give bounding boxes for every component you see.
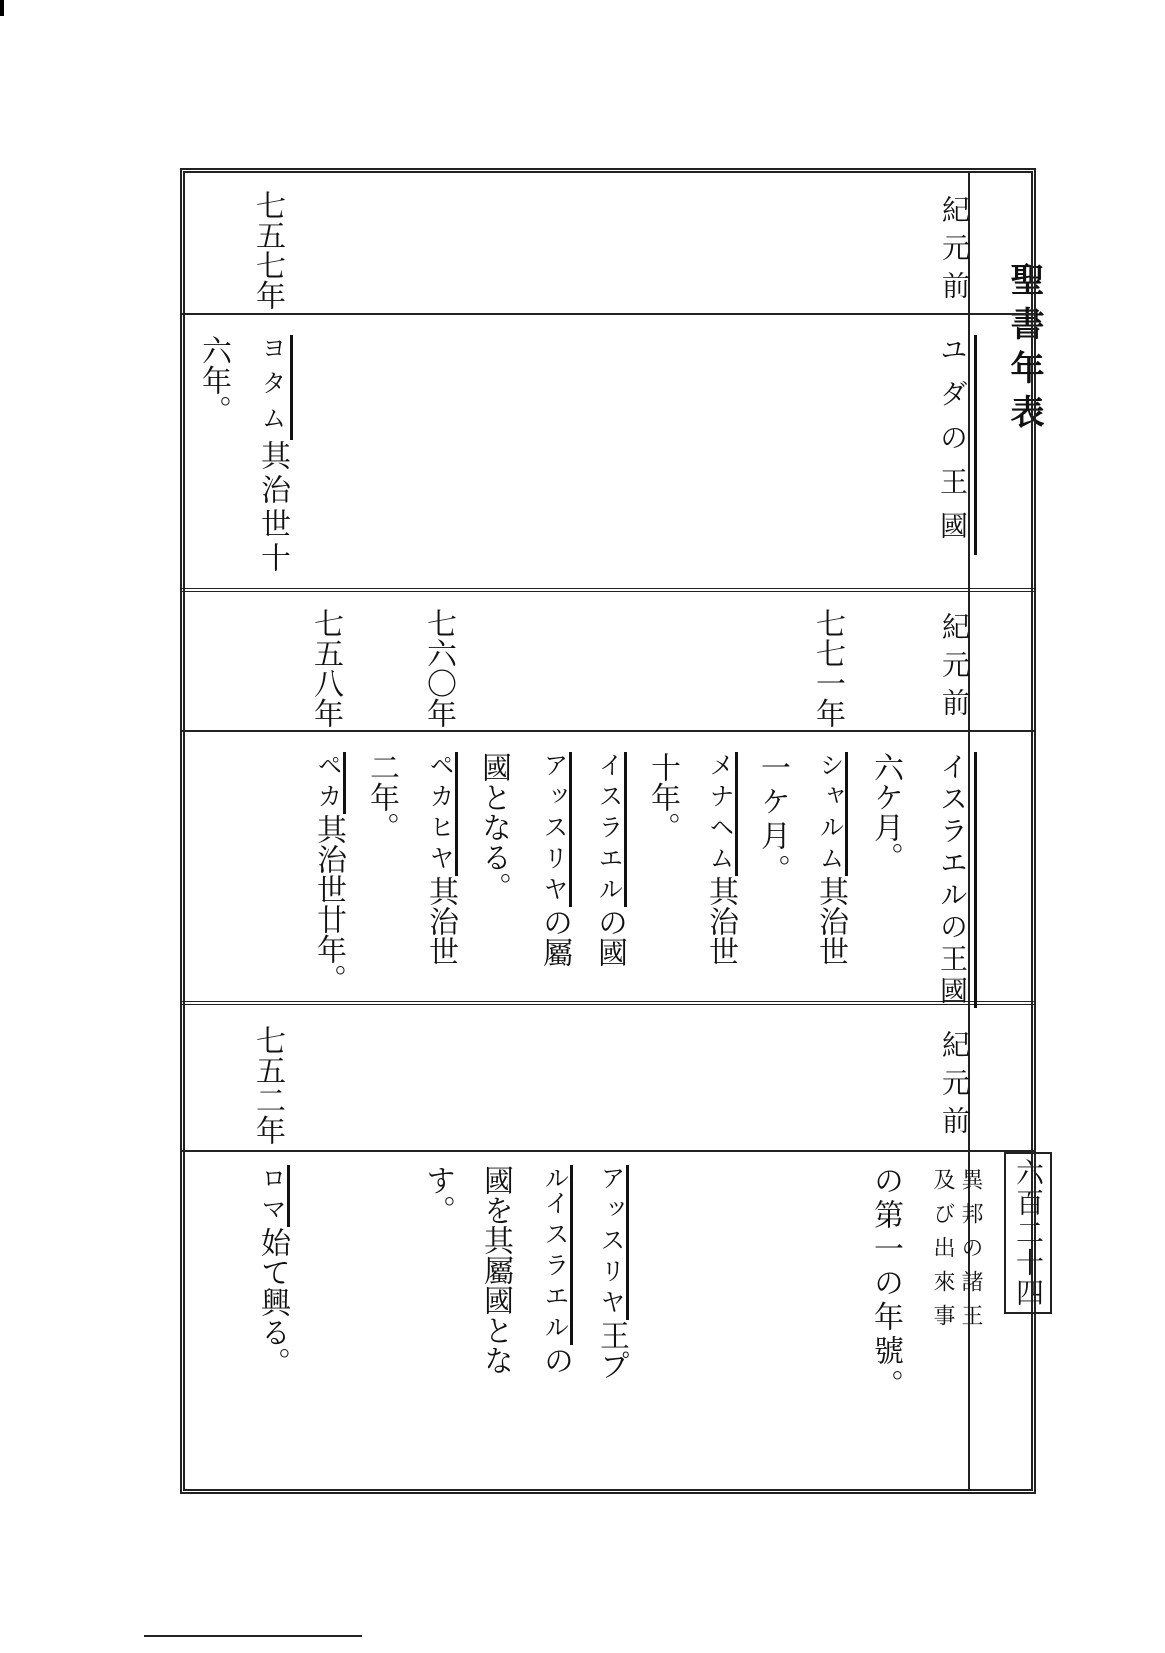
israel-col-4: メナヘム其治世	[703, 752, 738, 966]
foreign-col-2: アッスリヤ王プ	[594, 1165, 629, 1380]
israel-col-3: 一ケ月。	[755, 752, 790, 888]
israel-col-9: ペカヒヤ其治世	[423, 752, 458, 966]
israel-col-8: 國となる。	[476, 752, 511, 902]
judah-entry-col2: 六年。	[196, 335, 231, 425]
name-pekahiah: ペカヒヤ	[426, 752, 458, 876]
row-divider-4	[180, 1001, 1036, 1005]
name-menahem: メナヘム	[706, 752, 738, 876]
footer-rule	[144, 1635, 362, 1637]
row-divider-1	[180, 313, 1036, 315]
israel-col-10: 二年。	[364, 752, 399, 842]
foreign-col-1: の第一の年號。	[868, 1165, 903, 1403]
israel-col-11: ペカ其治世廿年。	[311, 752, 346, 994]
label-foreign-2: 及び出來事	[930, 1168, 955, 1338]
running-title: 聖書年表	[1004, 262, 1044, 438]
page-number: 六百二十四	[1004, 1152, 1052, 1314]
israel-col-6: イスラエルの國	[592, 752, 627, 967]
label-foreign-1: 異邦の諸王	[958, 1168, 983, 1338]
name-shallum: シャルム	[816, 752, 848, 876]
judah-entry-col1	[254, 335, 290, 576]
label-judah-kingdom: ユダの王國	[932, 335, 977, 555]
row-divider-5	[180, 1150, 1036, 1152]
year-771: 七七一年	[810, 608, 845, 728]
israel-col-1: 六ケ月。	[868, 752, 903, 872]
label-era-2: 紀元前	[938, 612, 971, 726]
year-760: 七六〇年	[421, 608, 456, 728]
scan-mark	[0, 0, 4, 16]
name-rome: ロマ	[258, 1165, 290, 1227]
foreign-col-3: ルイスラエルの	[538, 1165, 573, 1375]
year-752: 七五二年	[250, 1025, 285, 1145]
israel-col-5: 十年。	[645, 752, 680, 842]
israel-col-2: シャルム其治世	[813, 752, 848, 966]
row-divider-3	[180, 730, 1036, 732]
label-era-3: 紀元前	[938, 1030, 971, 1144]
year-757: 七五七年	[250, 190, 285, 310]
name-assyria: アッスリヤ	[540, 752, 572, 907]
foreign-col-5: す。	[420, 1165, 455, 1225]
foreign-col-4: 國を其屬國とな	[478, 1165, 513, 1375]
name-jotham: ヨタム	[258, 335, 293, 440]
label-israel-kingdom: イスラエルの王國	[932, 752, 977, 1008]
name-pekah: ペカ	[314, 752, 346, 814]
name-assyria-2: アッスリヤ	[597, 1165, 629, 1320]
reign-text: 其治世十	[255, 440, 290, 576]
row-divider-2	[180, 588, 1036, 592]
name-israel: イスラエル	[595, 752, 627, 907]
label-era-1: 紀元前	[938, 195, 971, 309]
year-758: 七五八年	[308, 608, 343, 728]
foreign-col-6: ロマ始て興る。	[255, 1165, 290, 1377]
israel-col-7: アッスリヤの屬	[537, 752, 572, 967]
